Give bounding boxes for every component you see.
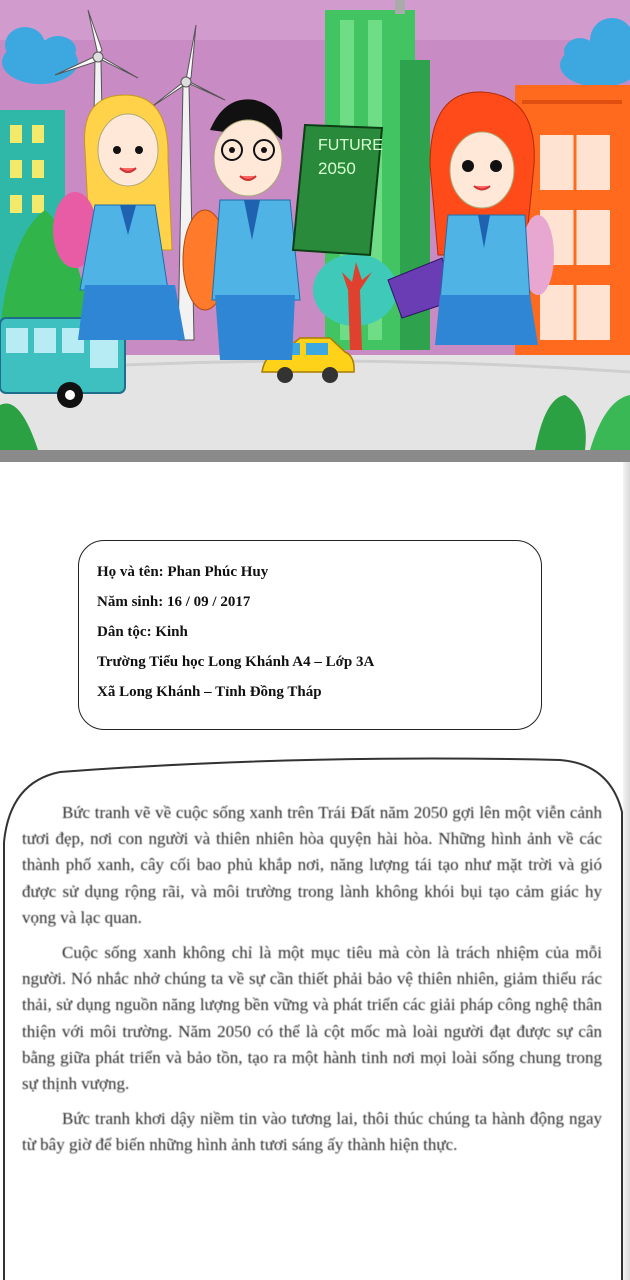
essay-text [22, 800, 602, 1168]
essay-paragraph-1: Bức tranh vẽ về cuộc sống xanh trên Trái Đất năm 2050 gợi lên một viễn cảnh tươi đẹp, nơi con người và thiên nhiên hòa quyện hài hòa. Những hình ảnh về các thành phố xanh, cây cối bao phủ khắp nơi, năng lượng tái tạo như mặt trời và gió được sử dụng rộng rãi, và môi trường trong lành không khói bụi tạo cảm giác hy vọng và lạc quan. [22, 803, 602, 927]
student-birth: Năm sinh: 16 / 09 / 2017 [97, 594, 251, 610]
student-ethnicity: Dân tộc: Kinh [97, 624, 188, 640]
book-text-line1: FUTURE [318, 137, 383, 154]
divider-bar [0, 450, 630, 462]
student-school: Trường Tiểu học Long Khánh A4 – Lớp 3A [97, 654, 375, 670]
essay-paragraph-3: Bức tranh khơi dậy niềm tin vào tương lai, thôi thúc chúng ta hành động ngay từ bây giờ để biến những hình ảnh tươi sáng ấy thành hiện thực. [22, 1109, 602, 1155]
student-name: Họ và tên: Phan Phúc Huy [97, 564, 269, 580]
student-address: Xã Long Khánh – Tỉnh Đồng Tháp [97, 684, 322, 700]
essay-paragraph-2: Cuộc sống xanh không chỉ là một mục tiêu mà còn là trách nhiệm của mỗi người. Nó nhắc nhở chúng ta về sự cần thiết phải bảo vệ thiên nhiên, giảm thiểu rác thải, sử dụng nguồn năng lượng bền vững và phát triển các giải pháp công nghệ thân thiện với môi trường. Năm 2050 có thể là cột mốc mà loài người đạt được sự cân bằng giữa phát triển và bảo tồn, tạo ra một hành tinh nơi mọi loài sống chung trong sự thịnh vượng. [22, 943, 602, 1094]
drawing-scene [0, 0, 630, 450]
children-drawing [0, 0, 630, 450]
info-card [78, 540, 542, 730]
future-book [293, 125, 383, 255]
book-text-line2: 2050 [318, 159, 356, 178]
